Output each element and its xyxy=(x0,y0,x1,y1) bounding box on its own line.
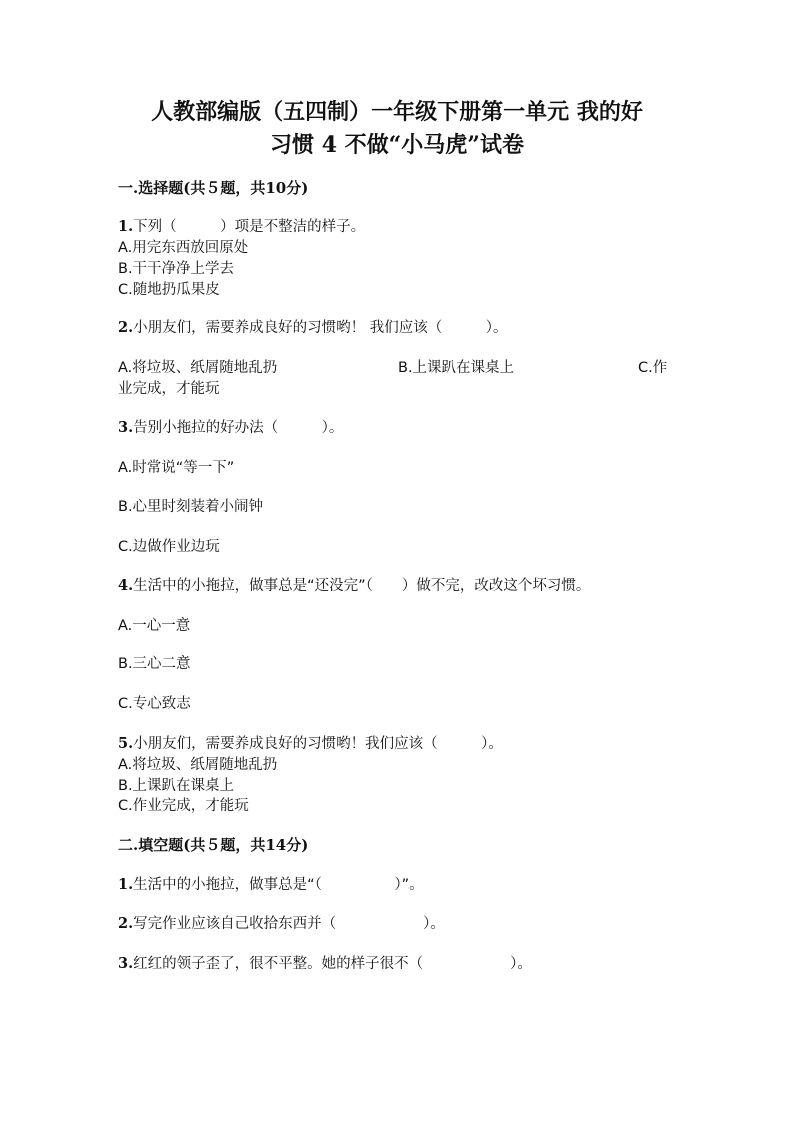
q4-option-a: A.一心一意 xyxy=(118,618,191,634)
question-5 xyxy=(118,734,503,754)
fill-question-3 xyxy=(118,954,532,974)
title-line-2: 习惯 4 不做“小马虎”试卷 xyxy=(270,132,524,158)
question-2 xyxy=(118,318,508,338)
q3-option-b: B.心里时刻装着小闹钟 xyxy=(118,499,264,515)
fill-question-1 xyxy=(118,875,424,895)
q5-option-b: B.上课趴在课桌上 xyxy=(118,778,235,794)
question-stem: 告别小拖拉的好办法（ ）。 xyxy=(133,420,344,436)
question-number: 3. xyxy=(118,419,134,436)
q5-option-c: C.作业完成，才能玩 xyxy=(118,798,249,814)
q1-option-b: B.干干净净上学去 xyxy=(118,261,235,277)
q4-option-c: C.专心致志 xyxy=(118,696,191,712)
section-heading-fill-blank: 二.填空题(共５题，共14分) xyxy=(118,836,309,854)
section-heading-choice: 一.选择题(共５题，共10分) xyxy=(118,179,309,197)
q1-option-a: A.用完东西放回原处 xyxy=(118,240,249,256)
question-stem: 下列（ ）项是不整洁的样子。 xyxy=(133,219,366,235)
question-stem: 小朋友们，需要养成良好的习惯哟！我们应该（ ）。 xyxy=(133,736,503,752)
q1-option-c: C.随地扔瓜果皮 xyxy=(118,282,220,298)
q2-option-c-part2: 业完成，才能玩 xyxy=(118,381,220,397)
question-number: 2. xyxy=(118,915,134,932)
question-number: 2. xyxy=(118,319,134,336)
question-number: 1. xyxy=(118,218,134,235)
q2-option-b: B.上课趴在课桌上 xyxy=(398,360,515,376)
question-stem: 写完作业应该自己收拾东西并（ ）。 xyxy=(133,916,445,932)
fill-question-2 xyxy=(118,914,445,934)
question-1 xyxy=(118,217,365,237)
q2-option-a: A.将垃圾、纸屑随地乱扔 xyxy=(118,360,278,376)
question-number: 5. xyxy=(118,735,134,752)
question-stem: 生活中的小拖拉，做事总是“还没完”（ ）做不完，改改这个坏习惯。 xyxy=(133,578,591,594)
q3-option-c: C.边做作业边玩 xyxy=(118,539,220,555)
question-stem: 小朋友们，需要养成良好的习惯哟！ 我们应该（ ）。 xyxy=(133,320,508,336)
q4-option-b: B.三心二意 xyxy=(118,656,191,672)
title-line-1: 人教部编版（五四制）一年级下册第一单元 我的好 xyxy=(151,99,643,125)
question-stem: 红红的领子歪了，很不平整。她的样子很不（ ）。 xyxy=(133,956,532,972)
question-number: 3. xyxy=(118,955,134,972)
question-4 xyxy=(118,576,590,596)
question-stem: 生活中的小拖拉，做事总是“（ ）”。 xyxy=(133,877,424,893)
question-number: 4. xyxy=(118,577,134,594)
question-number: 1. xyxy=(118,876,134,893)
q3-option-a: A.时常说“等一下” xyxy=(118,460,235,476)
q2-option-c-part1: C.作 xyxy=(638,360,668,376)
question-3 xyxy=(118,418,343,438)
q5-option-a: A.将垃圾、纸屑随地乱扔 xyxy=(118,757,278,773)
